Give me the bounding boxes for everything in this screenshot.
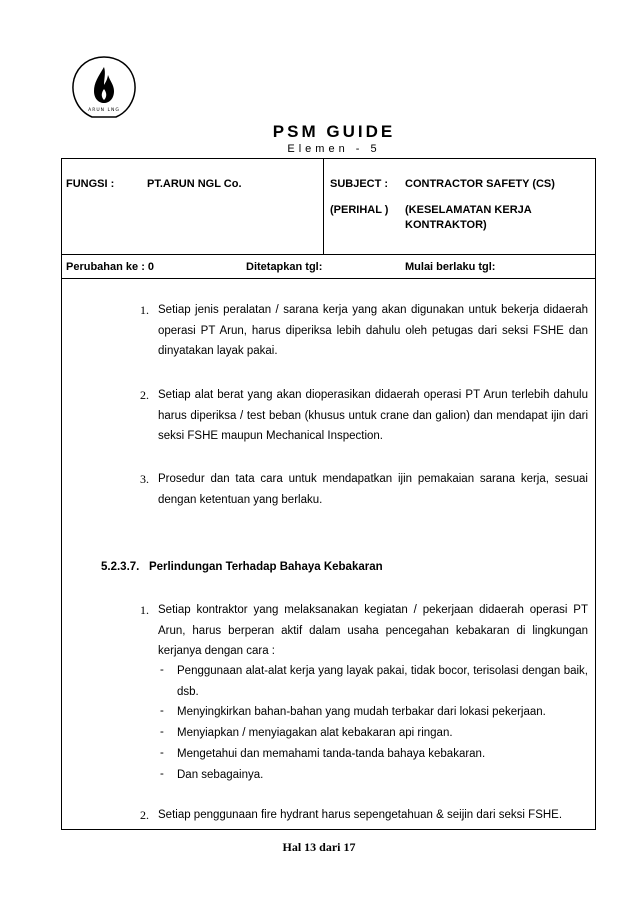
item-text: Setiap penggunaan fire hydrant harus sepengetahuan & seijin dari seksi FSHE.	[158, 809, 563, 821]
meta-bottom-rule	[61, 278, 596, 279]
document-subtitle: Elemen - 5	[287, 143, 381, 155]
item-number: 1.	[140, 603, 149, 617]
mulai-berlaku-field: Mulai berlaku tgl:	[405, 261, 496, 273]
fungsi-label: FUNGSI :	[66, 178, 115, 190]
bullet-dash: -	[160, 726, 164, 738]
bullet-dash: -	[160, 664, 164, 676]
bullet-text: Menyingkirkan bahan-bahan yang mudah terbakar dari lokasi pekerjaan.	[177, 706, 546, 718]
item-number: 2.	[140, 808, 149, 822]
perihal-value-line1: (KESELAMATAN KERJA	[405, 204, 532, 216]
item-text: Setiap jenis peralatan / sarana kerja yang akan digunakan untuk bekerja didaerah operasi PT Arun, harus diperiksa lebih dahulu oleh petugas dari seksi FSHE dan dinyatakan layak pakai.	[158, 304, 588, 357]
company-logo	[72, 55, 136, 119]
fungsi-value: PT.ARUN NGL Co.	[147, 178, 242, 190]
bullet-text: Mengetahui dan memahami tanda-tanda bahaya kebakaran.	[177, 748, 486, 760]
bullet-dash: -	[160, 705, 164, 717]
flame-logo-icon	[72, 55, 136, 119]
item-text: Prosedur dan tata cara untuk mendapatkan ijin pemakaian sarana kerja, sesuai dengan ketentuan yang berlaku.	[158, 473, 588, 506]
bullet-dash: -	[160, 747, 164, 759]
svg-text:ARUN LNG: ARUN LNG	[88, 108, 120, 113]
subject-value: CONTRACTOR SAFETY (CS)	[405, 178, 555, 190]
bullet-text: Penggunaan alat-alat kerja yang layak pakai, tidak bocor, terisolasi dengan baik, dsb.	[177, 665, 588, 698]
perubahan-field: Perubahan ke : 0	[66, 261, 155, 273]
item-text: Setiap kontraktor yang melaksanakan kegiatan / pekerjaan didaerah operasi PT Arun, harus berperan aktif dalam usaha pencegahan kebakaran di lingkungan kerjanya dengan cara :	[158, 604, 588, 657]
item-number: 3.	[140, 472, 149, 486]
item-number: 2.	[140, 388, 149, 402]
item-number: 1.	[140, 303, 149, 317]
subject-label: SUBJECT :	[330, 178, 389, 190]
ditetapkan-field: Ditetapkan tgl:	[246, 261, 323, 273]
bullet-text: Dan sebagainya.	[177, 769, 264, 781]
header-divider	[323, 158, 324, 254]
bullet-text: Menyiapkan / menyiagakan alat kebakaran api ringan.	[177, 727, 453, 739]
perihal-value-line2: KONTRAKTOR)	[405, 219, 487, 231]
document-title: PSM GUIDE	[272, 122, 396, 141]
perihal-label: (PERIHAL )	[330, 204, 389, 216]
section-heading: 5.2.3.7. Perlindungan Terhadap Bahaya Kebakaran	[101, 561, 383, 573]
page-number: Hal 13 dari 17	[282, 840, 356, 854]
item-text: Setiap alat berat yang akan dioperasikan didaerah operasi PT Arun terlebih dahulu harus diperiksa / test beban (khusus untuk crane dan galion) dan mendapat ijin dari seksi FSHE maupun Mechanical Inspection.	[158, 389, 588, 442]
header-bottom-rule	[61, 254, 596, 255]
bullet-dash: -	[160, 768, 164, 780]
